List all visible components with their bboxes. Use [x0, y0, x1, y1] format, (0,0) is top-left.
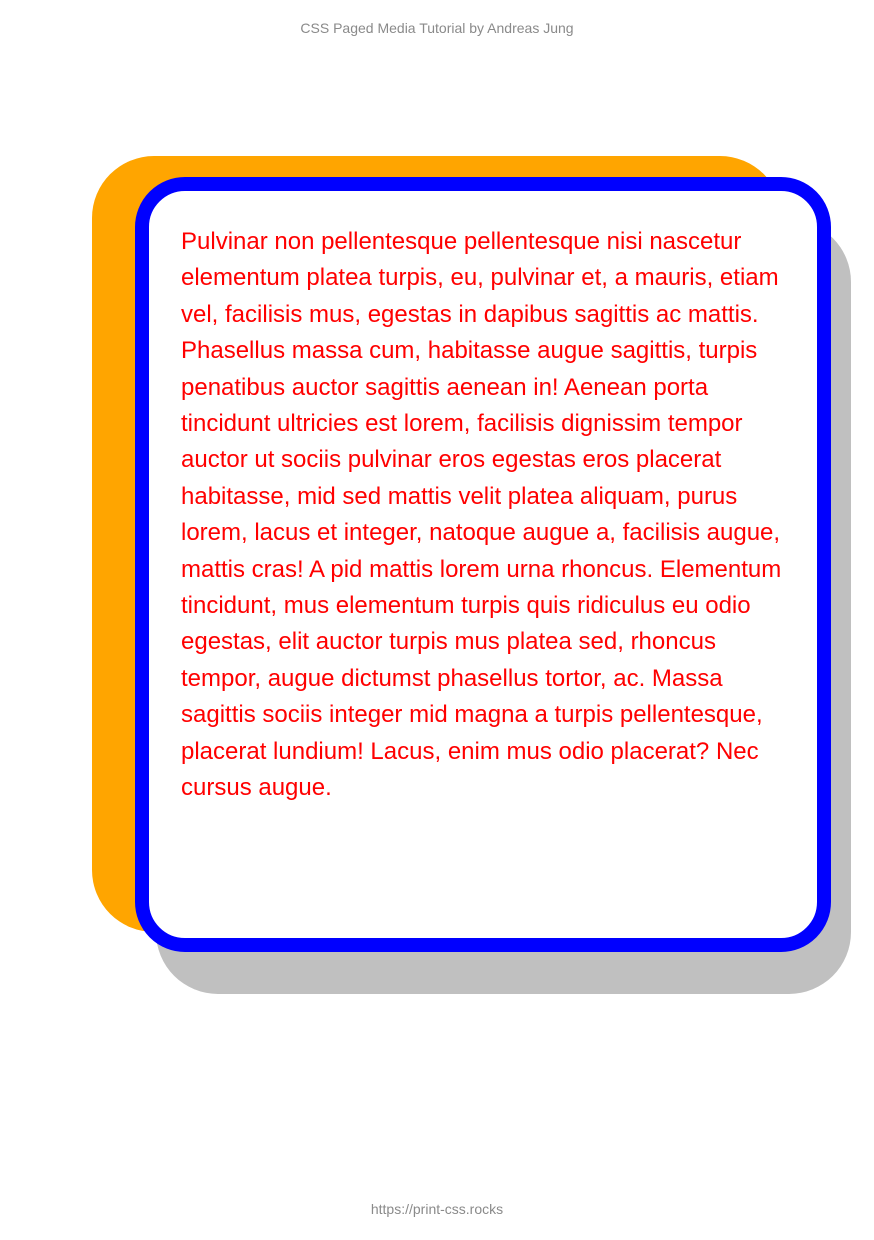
- content-paragraph: Pulvinar non pellentesque pellentesque nisi nascetur elementum platea turpis, eu, pulvinar et, a mauris, etiam vel, facilisis mus, egestas in dapibus sagittis ac mattis. Phasellus massa cum, habitasse augue sagittis, turpis penatibus auctor sagittis aenean in! Aenean porta tincidunt ultricies est lorem, facilisis dignissim tempor auctor ut sociis pulvinar eros egestas eros placerat habitasse, mid sed mattis velit platea aliquam, purus lorem, lacus et integer, natoque augue a, facilisis augue, mattis cras! A pid mattis lorem urna rhoncus. Elementum tincidunt, mus elementum turpis quis ridiculus eu odio egestas, elit auctor turpis mus platea sed, rhoncus tempor, augue dictumst phasellus tortor, ac. Massa sagittis sociis integer mid magna a turpis pellentesque, placerat lundium! Lacus, enim mus odio placerat? Nec cursus augue.: [181, 228, 782, 802]
- page-footer-url: https://print-css.rocks: [370, 1201, 504, 1217]
- page-header: CSS Paged Media Tutorial by Andreas Jung: [300, 20, 574, 36]
